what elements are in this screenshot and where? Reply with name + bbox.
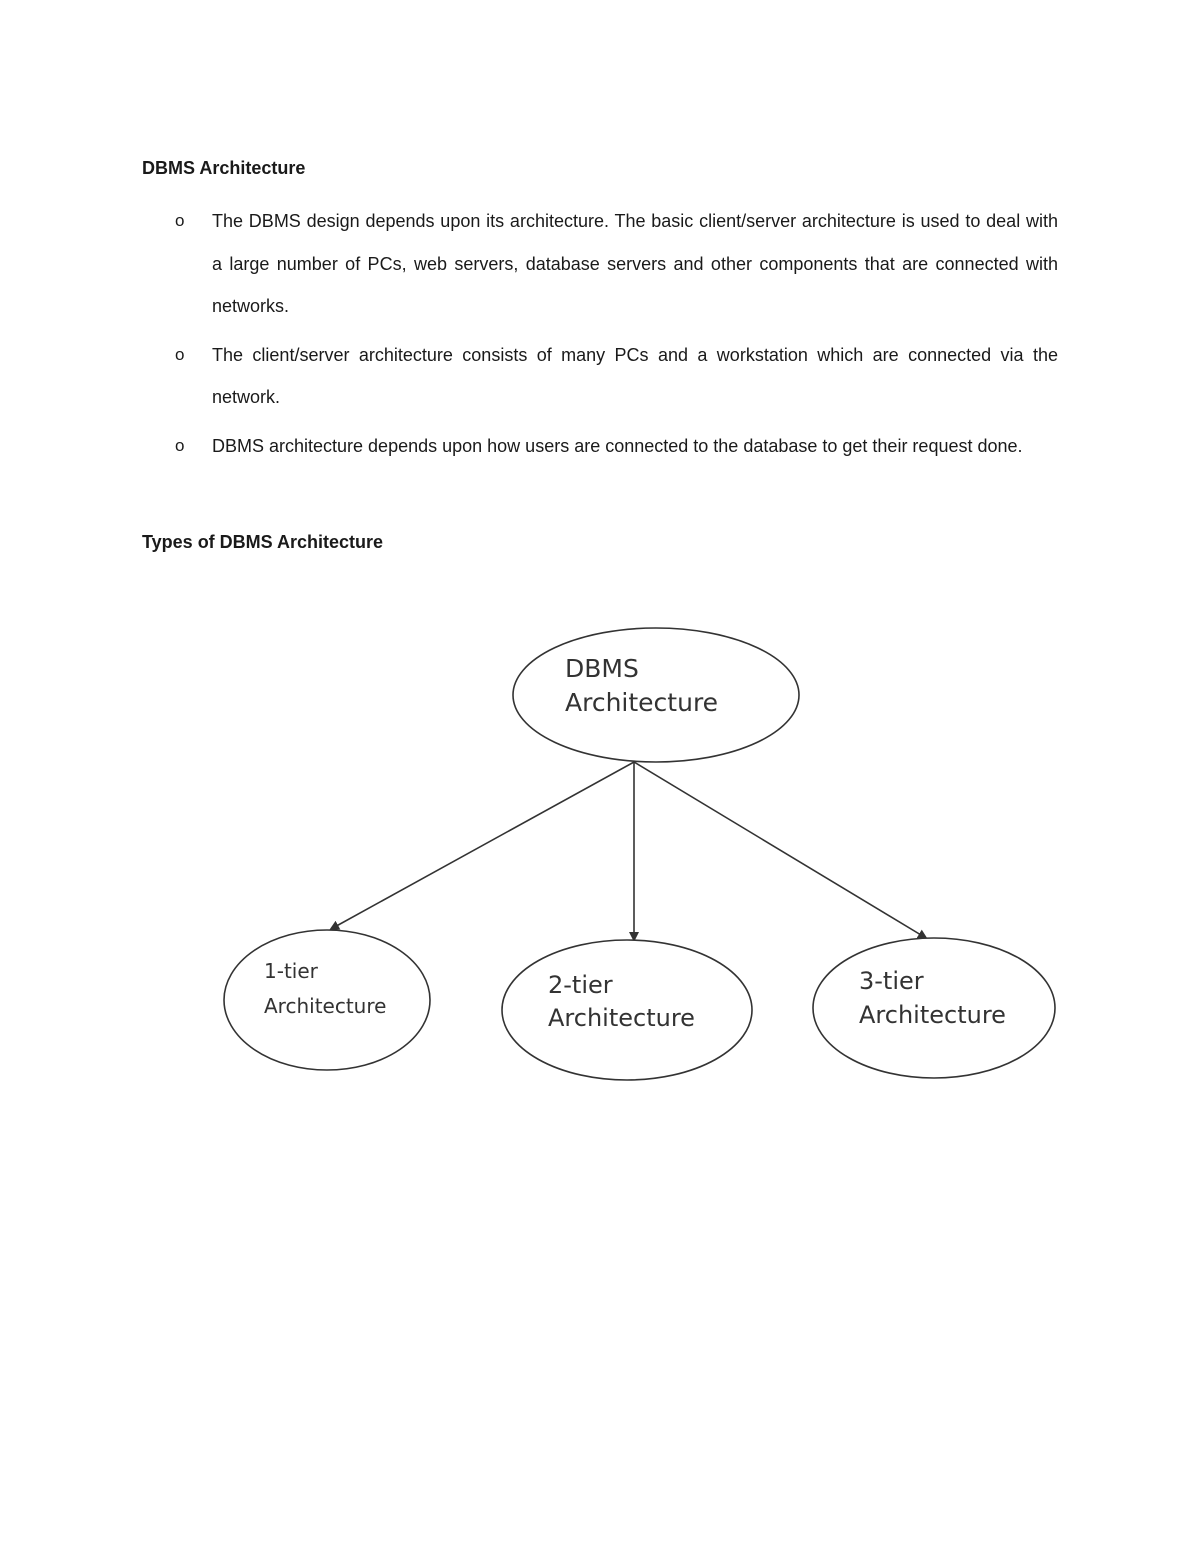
child-node-1-tier <box>224 930 430 1070</box>
bullet-text: The DBMS design depends upon its architecture. The basic client/server architecture is used to deal with a large number of PCs, web servers, database servers and other components that are connected with networks. <box>212 211 1058 316</box>
bullet-marker: o <box>175 344 185 364</box>
section-heading: DBMS Architecture <box>142 158 306 178</box>
child-label-line1: 1-tier <box>264 959 318 983</box>
bullet-list <box>142 200 1058 473</box>
connector-1-tier <box>331 762 634 929</box>
bullet-marker: o <box>175 211 185 230</box>
diagram-svg <box>0 600 1200 1100</box>
bullet-marker: o <box>175 435 185 455</box>
root-label-line2: Architecture <box>565 688 719 717</box>
root-node <box>513 628 799 762</box>
child-label-line1: 2-tier <box>548 971 613 999</box>
child-label-line2: Architecture <box>859 1001 1006 1029</box>
child-label-line2: Architecture <box>548 1004 695 1032</box>
bullet-item <box>142 425 1058 468</box>
architecture-diagram <box>0 600 1200 1100</box>
bullet-text: The client/server architecture consists of many PCs and a workstation which are connected via the network. <box>212 344 1058 407</box>
section-subheading: Types of DBMS Architecture <box>142 532 384 552</box>
child-node-3-tier <box>813 938 1055 1078</box>
child-label-line2: Architecture <box>264 994 387 1018</box>
bullet-item <box>142 334 1058 419</box>
root-label-line1: DBMS <box>565 654 639 683</box>
child-node-2-tier <box>502 940 752 1080</box>
bullet-item <box>142 200 1058 328</box>
child-label-line1: 3-tier <box>859 967 924 995</box>
connector-3-tier <box>634 762 926 938</box>
bullet-text: DBMS architecture depends upon how users are connected to the database to get their request done. <box>212 435 1023 456</box>
